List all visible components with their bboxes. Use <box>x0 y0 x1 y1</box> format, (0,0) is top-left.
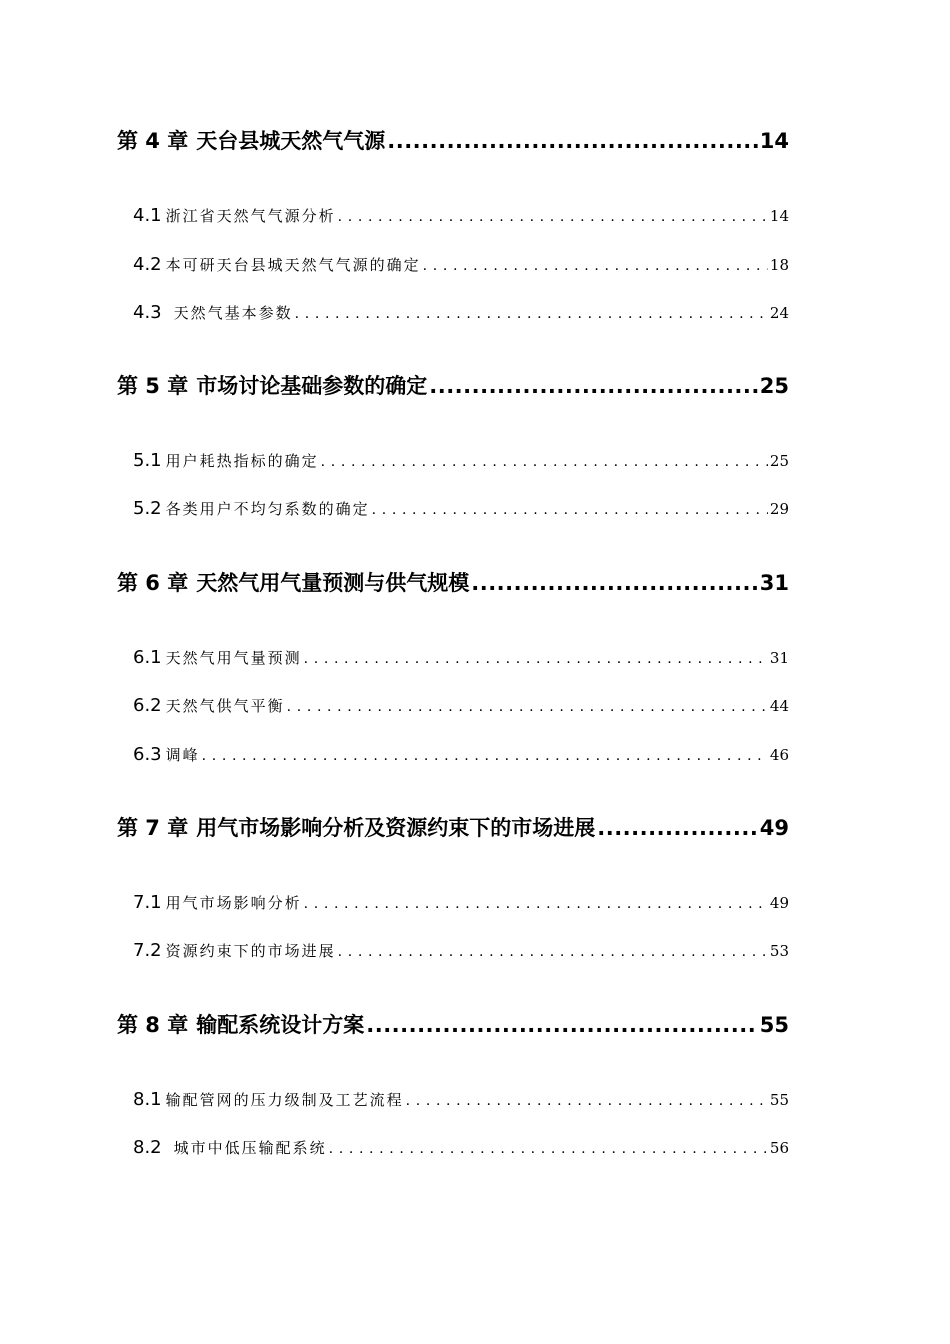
section-number: 5.2 <box>133 498 162 519</box>
page-number: 25 <box>769 452 789 470</box>
toc-section-8-1[interactable] <box>133 1089 789 1113</box>
section-title: 用气市场影响分析 <box>165 894 302 912</box>
chapter-number: 第 7 章 <box>117 816 189 840</box>
toc-chapter-5[interactable] <box>117 370 789 400</box>
section-number: 7.1 <box>133 892 162 913</box>
section-number: 8.2 <box>133 1137 162 1158</box>
dot-leader <box>329 1141 768 1157</box>
chapter-title: 市场讨论基础参数的确定 <box>196 374 428 398</box>
toc-section-4-1[interactable] <box>133 205 789 229</box>
section-title: 调峰 <box>165 746 200 764</box>
page-number: 29 <box>769 500 789 518</box>
section-title: 本可研天台县城天然气气源的确定 <box>165 256 421 274</box>
section-title: 资源约束下的市场进展 <box>165 942 336 960</box>
page-number: 46 <box>769 746 789 764</box>
toc-section-4-3[interactable] <box>133 302 789 326</box>
dot-leader <box>287 699 768 715</box>
toc-section-5-1[interactable] <box>133 450 789 474</box>
section-number: 5.1 <box>133 450 162 471</box>
chapter-title: 输配系统设计方案 <box>196 1013 365 1037</box>
section-title: 城市中低压输配系统 <box>173 1139 327 1157</box>
page-number: 31 <box>759 571 789 595</box>
page-number: 49 <box>759 816 789 840</box>
section-title: 天然气供气平衡 <box>165 697 285 715</box>
section-title: 天然气用气量预测 <box>165 649 302 667</box>
section-number: 6.2 <box>133 695 162 716</box>
dot-leader <box>372 502 768 518</box>
toc-section-7-1[interactable] <box>133 892 789 916</box>
dot-leader <box>338 944 768 960</box>
section-number: 4.2 <box>133 254 162 275</box>
toc-section-6-1[interactable] <box>133 647 789 671</box>
section-number: 7.2 <box>133 940 162 961</box>
dot-leader <box>202 748 768 764</box>
dot-leader <box>597 816 758 840</box>
section-number: 4.3 <box>133 302 162 323</box>
dot-leader <box>295 306 768 322</box>
dot-leader <box>423 258 768 274</box>
page-number: 55 <box>769 1091 789 1109</box>
section-number: 4.1 <box>133 205 162 226</box>
chapter-number: 第 4 章 <box>117 129 189 153</box>
toc-section-4-2[interactable] <box>133 254 789 278</box>
dot-leader <box>429 374 758 398</box>
section-title: 用户耗热指标的确定 <box>165 452 319 470</box>
page-number: 14 <box>759 129 789 153</box>
chapter-title: 天台县城天然气气源 <box>196 129 386 153</box>
toc-chapter-8[interactable] <box>117 1009 789 1039</box>
dot-leader <box>338 209 768 225</box>
toc-chapter-4[interactable] <box>117 125 789 155</box>
dot-leader <box>406 1093 768 1109</box>
page-number: 24 <box>769 304 789 322</box>
toc-chapter-6[interactable] <box>117 567 789 597</box>
chapter-title: 用气市场影响分析及资源约束下的市场进展 <box>196 816 596 840</box>
page-number: 18 <box>769 256 789 274</box>
toc-section-7-2[interactable] <box>133 940 789 964</box>
page-number: 31 <box>769 649 789 667</box>
chapter-title: 天然气用气量预测与供气规模 <box>196 571 470 595</box>
page-number: 55 <box>759 1013 789 1037</box>
page-number: 49 <box>769 894 789 912</box>
section-number: 8.1 <box>133 1089 162 1110</box>
toc-section-6-2[interactable] <box>133 695 789 719</box>
page-number: 25 <box>759 374 789 398</box>
section-title: 输配管网的压力级制及工艺流程 <box>165 1091 404 1109</box>
section-title: 各类用户不均匀系数的确定 <box>165 500 370 518</box>
section-title: 天然气基本参数 <box>173 304 293 322</box>
dot-leader <box>304 896 768 912</box>
chapter-number: 第 5 章 <box>117 374 189 398</box>
page-number: 44 <box>769 697 789 715</box>
toc-chapter-7[interactable] <box>117 812 789 842</box>
toc-section-5-2[interactable] <box>133 498 789 522</box>
dot-leader <box>321 454 768 470</box>
page-number: 53 <box>769 942 789 960</box>
section-number: 6.1 <box>133 647 162 668</box>
dot-leader <box>387 129 758 153</box>
chapter-number: 第 8 章 <box>117 1013 189 1037</box>
chapter-number: 第 6 章 <box>117 571 189 595</box>
page-number: 56 <box>769 1139 789 1157</box>
section-title: 浙江省天然气气源分析 <box>165 207 336 225</box>
toc-section-6-3[interactable] <box>133 744 789 768</box>
dot-leader <box>304 651 768 667</box>
toc-section-8-2[interactable] <box>133 1137 789 1161</box>
dot-leader <box>366 1013 758 1037</box>
page-number: 14 <box>769 207 789 225</box>
section-number: 6.3 <box>133 744 162 765</box>
dot-leader <box>471 571 758 595</box>
